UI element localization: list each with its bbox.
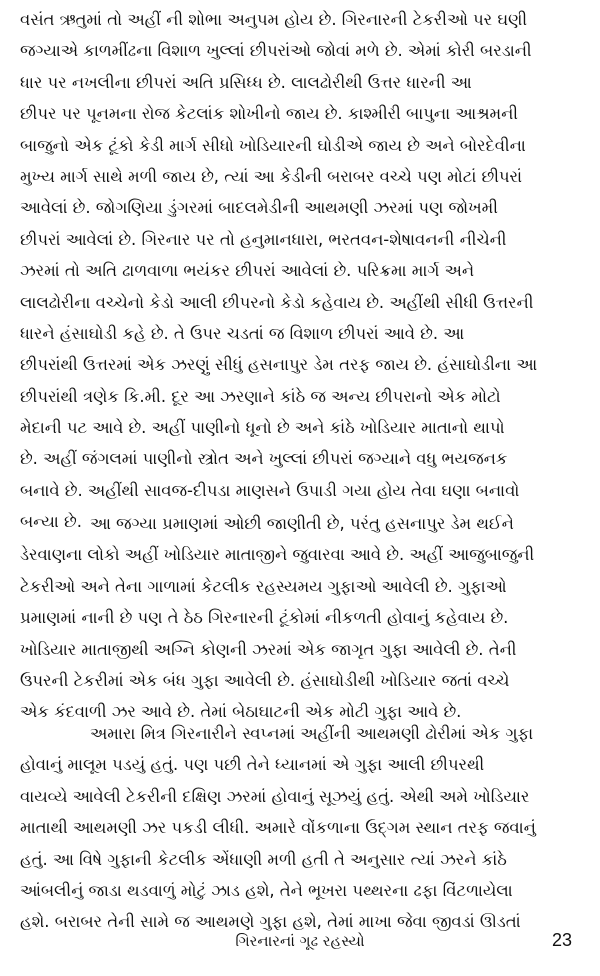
paragraph-line: આ જગ્યા પ્રમાણમાં ઓછી જાણીતી છે, પરંતુ હસનાપુર ડેમ થઈને (90, 514, 514, 533)
paragraph-line: ઝરમાં તો અતિ ઢાળવાળા ભયંકર છીપરાં આવેલાં છે. પરિક્રમા માર્ગ અને (20, 261, 475, 281)
paragraph-line: ડેરવાણના લોકો અહીં ખોડિયાર માતાજીને જુવારવા આવે છે. અહીં આજુબાજુની (20, 545, 535, 565)
paragraph-line: ટેકરીઓ અને તેના ગાળામાં કેટલીક રહસ્યમય ગુફાઓ આવેલી છે. ગુફાઓ (20, 576, 507, 596)
paragraph-line: હોવાનું માલૂમ પડયું હતું. પણ પછી તેને ધ્યાનમાં એ ગુફા આલી છીપરથી (20, 755, 485, 775)
paragraph-line: એક કંદવાળી ઝર આવે છે. તેમાં બેઠાઘાટની એક મોટી ગુફા આવે છે. (20, 702, 462, 722)
paragraph-line: છીપરાં આવેલાં છે. ગિરનાર પર તો હનુમાનધારા, ભરતવન-શેષાવનની નીચેની (20, 229, 507, 249)
paragraph-line: આંબલીનું જાડા થડવાળું મોટું ઝાડ હશે, તેને ભૂખરા પથ્થરના ઢફા વિંટળાયેલા (20, 880, 513, 900)
paragraph-line: આવેલાં છે. જોગણિયા ડુંગરમાં બાદલમેડીની આથમણી ઝરમાં પણ જોખમી (20, 198, 498, 218)
paragraph-line: બન્યા છે. (20, 512, 82, 532)
paragraph-line: મેદાની પટ આવે છે. અહીં પાણીનો ધૂનો છે અને કાંઠે ખોડિયાર માતાનો થાપો (20, 418, 505, 438)
paragraph-line: ઉપરની ટેકરીમાં એક બંધ ગુફા આવેલી છે. હંસાઘોડીથી ખોડિયાર જતાં વચ્ચે (20, 670, 510, 690)
paragraph-line: હતું. આ વિષે ગુફાની કેટલીક એંધાણી મળી હતી તે અનુસાર ત્યાં ઝરને કાંઠે (20, 849, 507, 869)
paragraph-line: બનાવે છે. અહીંથી સાવજ-દીપડા માણસને ઉપાડી ગયા હોય તેવા ઘણા બનાવો (20, 480, 520, 500)
paragraph-line: ખોડિયાર માતાજીથી અગ્નિ કોણની ઝરમાં એક જાગૃત ગુફા આવેલી છે. તેની (20, 639, 517, 659)
paragraph-line: માતાથી આથમણી ઝર પકડી લીધી. અમારે વોંકળાના ઉદ્‌ગમ સ્થાન તરફ જવાનું (20, 818, 536, 838)
paragraph-line: પ્રમાણમાં નાની છે પણ તે ઠેઠ ગિરનારની ટૂંકોમાં નીકળતી હોવાનું કહેવાય છે. (20, 608, 509, 628)
paragraph-line: જગ્યાએ કાળમીંઢના વિશાળ ખુલ્લાં છીપરાંઓ જોવાં મળે છે. એમાં કોરી બરડાની (20, 41, 532, 61)
page-number: 23 (551, 930, 572, 950)
paragraph-line: છીપરાંથી ઉત્તરમાં એક ઝરણું સીધું હસનાપુર ડેમ તરફ જાય છે. હંસાઘોડીના આ (20, 355, 538, 375)
paragraph-line: છે. અહીં જંગલમાં પાણીનો સ્ત્રોત અને ખુલ્લાં છીપરાં જગ્યાને વધુ ભયજનક (20, 449, 508, 469)
paragraph-line: અમારા મિત્ર ગિરનારીને સ્વપ્નમાં અહીંની આથમણી ઢોરીમાં એક ગુફા (90, 724, 534, 743)
paragraph-1 (20, 4, 583, 538)
paragraph-line: હશે. બરાબર તેની સામે જ આથમણે ગુફા હશે, તેમાં માખા જેવા જીવડાં ઊડતાં (20, 912, 521, 932)
paragraph-line: ધારને હંસાઘોડી કહે છે. તે ઉપર ચડતાં જ વિશાળ છીપરાં આવે છે. આ (20, 323, 465, 343)
paragraph-line: છીપરાંથી ત્રણેક કિ.મી. દૂર આ ઝરણાને કાંઠે જ અન્ય છીપરાનો એક મોટો (20, 386, 501, 406)
paragraph-2 (20, 508, 583, 728)
paragraph-line: વસંત ઋતુમાં તો અહીં ની શોભા અનુપમ હોય છે. ગિરનારની ટેકરીઓ પર ઘણી (20, 10, 528, 29)
paragraph-line: ધાર પર નખલીના છીપરાં અતિ પ્રસિધ્ધ છે. લાલઢોરીથી ઉત્તર ધારની આ (20, 72, 472, 92)
paragraph-line: બાજુનો એક ટૂંકો કેડી માર્ગ સીધો ખોડિયારની ઘોડીએ જાય છે અને બોરદેવીના (20, 135, 526, 155)
running-footer-title: ગિરનારનાં ગૂઢ રહસ્યો (235, 932, 365, 950)
paragraph-3 (20, 718, 583, 938)
paragraph-line: વાયવ્યે આવેલી ટેકરીની દક્ષિણ ઝરમાં હોવાનું સૂઝયું હતું. એથી અમે ખોડિયાર (20, 786, 530, 806)
paragraph-line: છીપર પર પૂનમના રોજ કેટલાંક શોખીનો જાય છે. કાશ્મીરી બાપુના આશ્રમની (20, 104, 518, 124)
paragraph-line: મુખ્ય માર્ગ સાથે મળી જાય છે, ત્યાં આ કેડીની બરાબર વચ્ચે પણ મોટાં છીપરાં (20, 166, 523, 186)
paragraph-line: લાલઢોરીના વચ્ચેનો કેડો આલી છીપરનો કેડો કહેવાય છે. અહીંથી સીધી ઉત્તરની (20, 292, 534, 312)
